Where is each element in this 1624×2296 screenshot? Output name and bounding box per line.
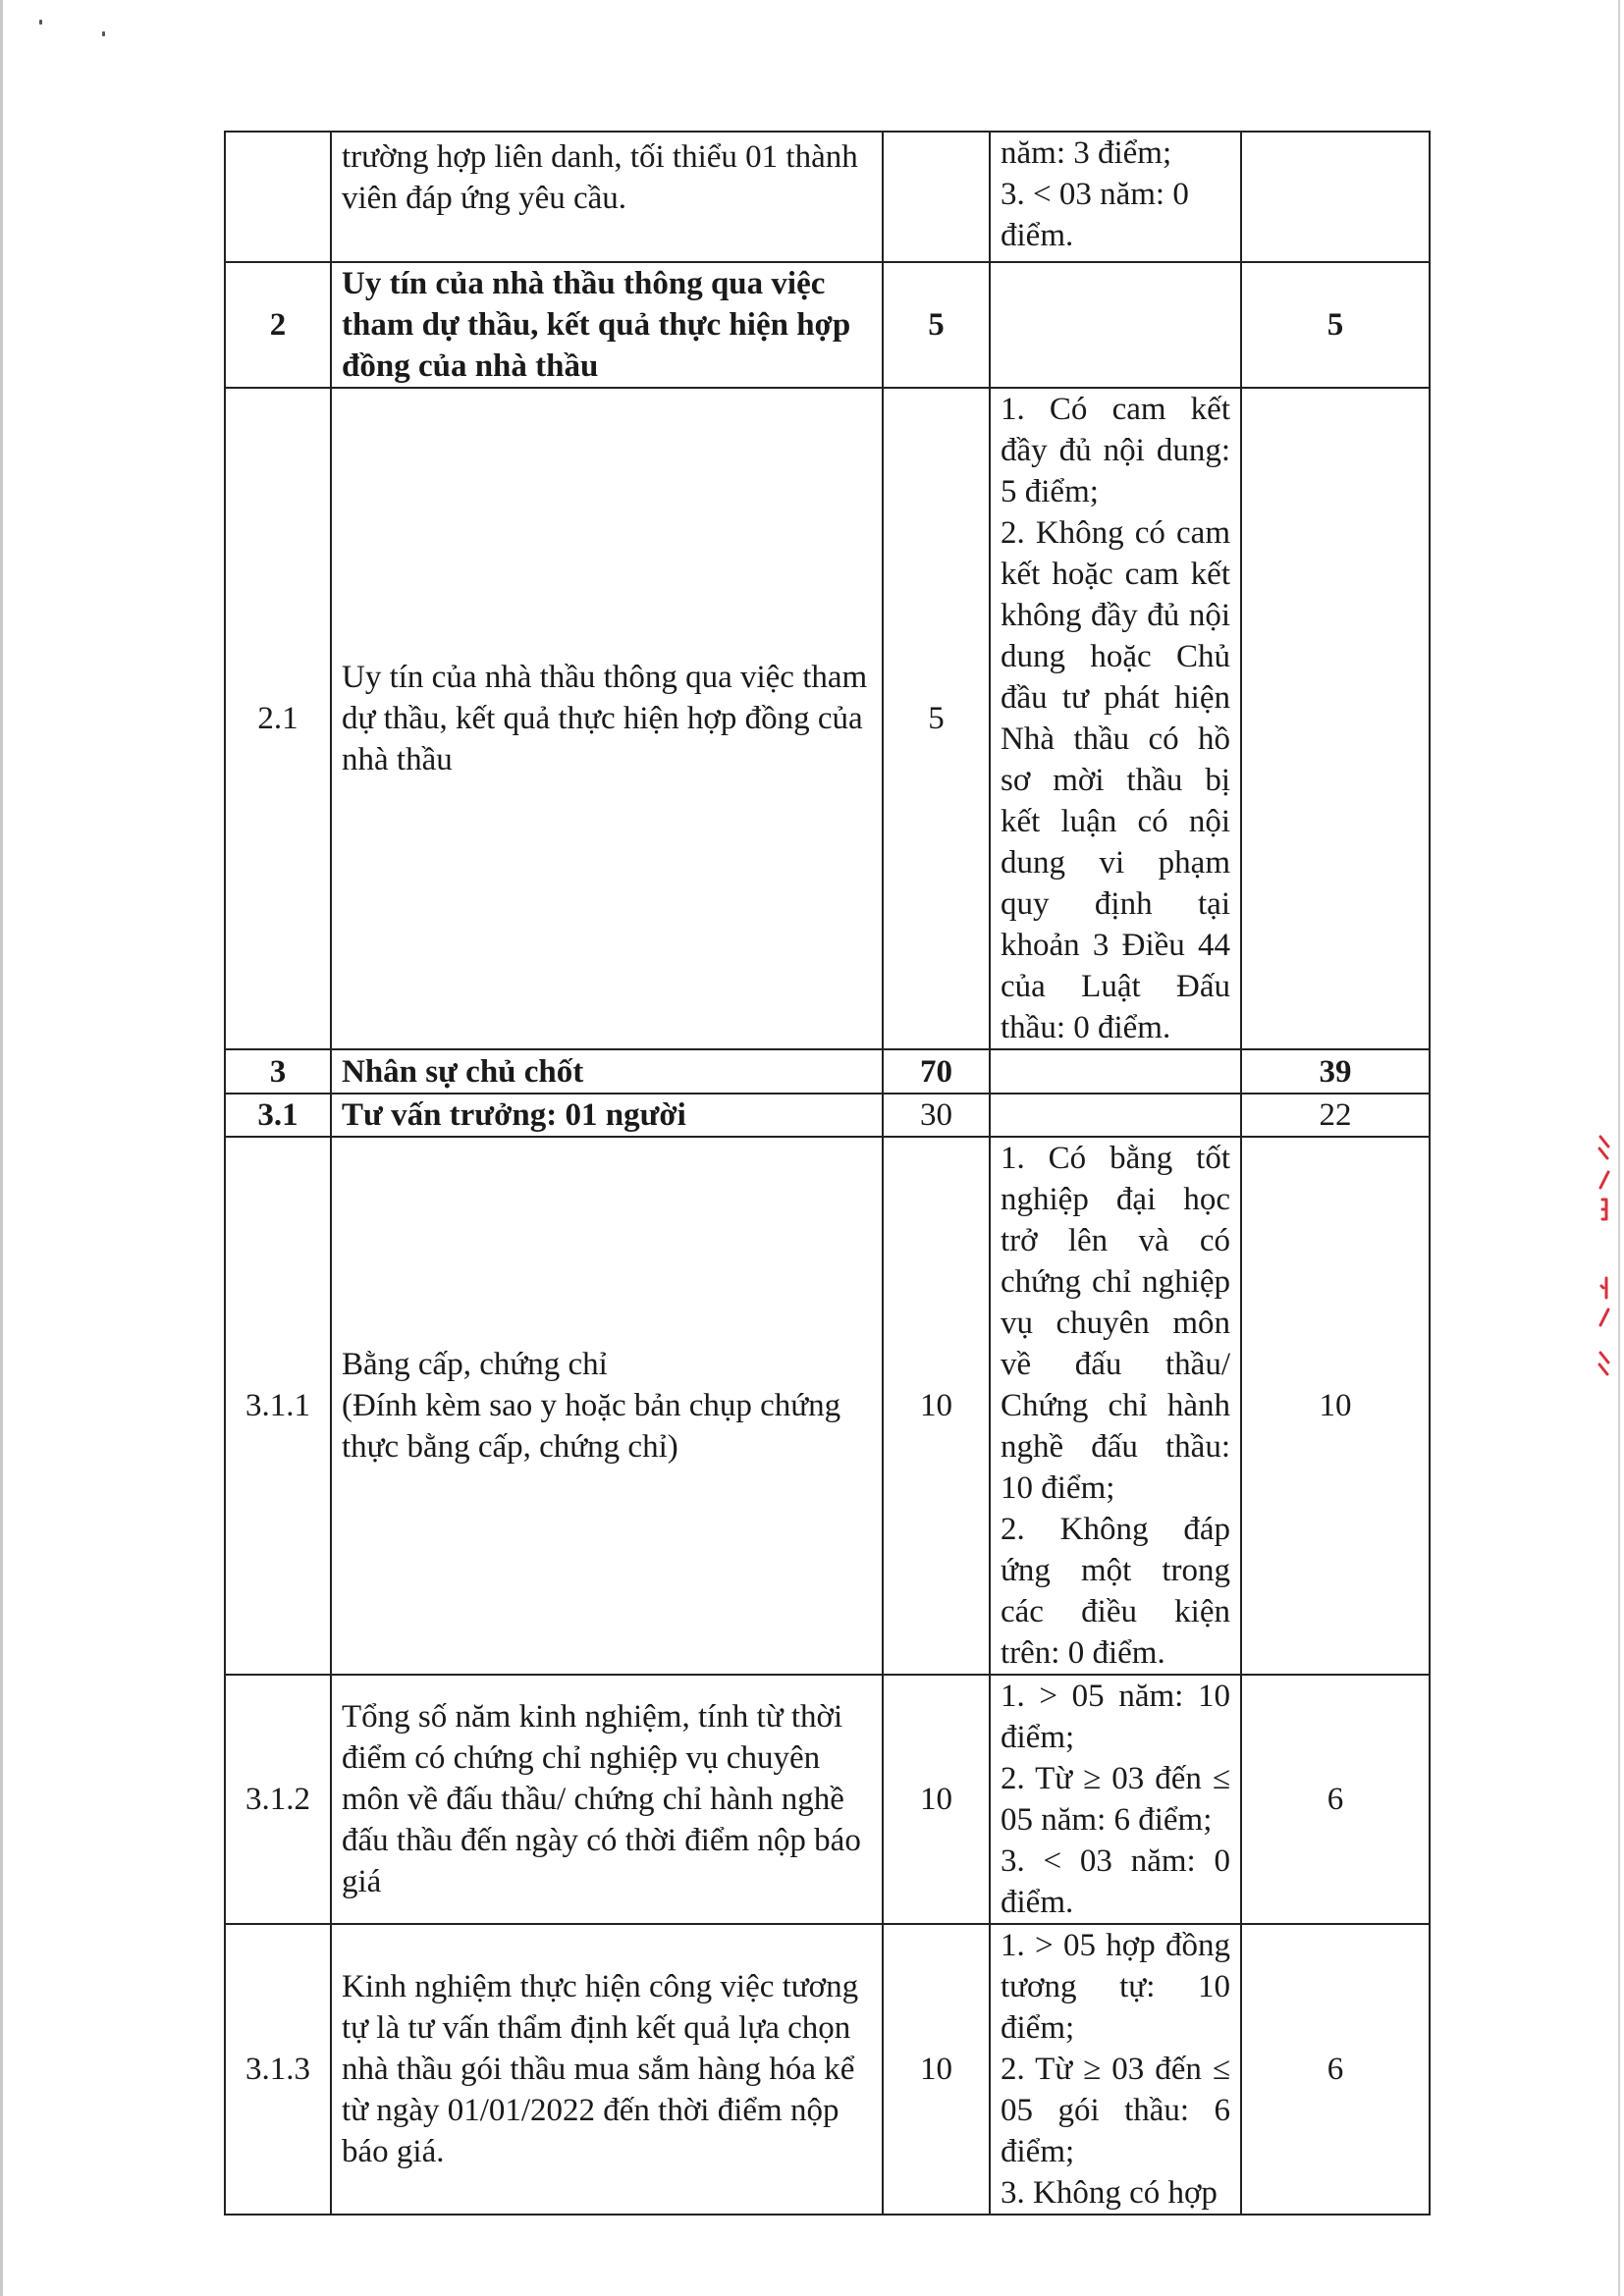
score: 39 bbox=[1241, 1049, 1430, 1094]
score bbox=[1241, 388, 1430, 1049]
max-points: 5 bbox=[883, 262, 990, 388]
max-points: 10 bbox=[883, 1137, 990, 1675]
red-stamp-fragment bbox=[1597, 1129, 1612, 1404]
scoring-scale bbox=[990, 132, 1241, 262]
score: 6 bbox=[1241, 1924, 1430, 2215]
scale-item: 2. Không đáp ứng một trong các điều kiện trên: 0 điểm. bbox=[1001, 1512, 1230, 1671]
score: 22 bbox=[1241, 1094, 1430, 1137]
evaluation-criteria-table bbox=[224, 131, 1431, 2216]
row-number: 3.1.2 bbox=[225, 1675, 331, 1924]
criterion-text: Tổng số năm kinh nghiệm, tính từ thời điểm có chứng chỉ nghiệp vụ chuyên môn về đấu thầu/ chứng chỉ hành nghề đấu thầu đến ngày có thời điểm nộp báo giá bbox=[331, 1675, 883, 1924]
criterion-text: Kinh nghiệm thực hiện công việc tương tự là tư vấn thẩm định kết quả lựa chọn nhà thầu gói thầu mua sắm hàng hóa kể từ ngày 01/01/2022 đến thời điểm nộp báo giá. bbox=[331, 1924, 883, 2215]
max-points: 30 bbox=[883, 1094, 990, 1137]
scan-speck bbox=[39, 20, 42, 25]
scale-item: 1. Có bằng tốt nghiệp đại học trở lên và có chứng chỉ nghiệp vụ chuyên môn về đấu thầu/ Chứng chỉ hành nghề đấu thầu: 10 điểm; bbox=[1001, 1141, 1230, 1506]
criterion-line: (Đính kèm sao y hoặc bản chụp chứng thực bằng cấp, chứng chỉ) bbox=[342, 1388, 841, 1465]
score: 10 bbox=[1241, 1137, 1430, 1675]
scale-item: 3. < 03 năm: 0 điểm. bbox=[1001, 177, 1189, 253]
max-points bbox=[883, 132, 990, 262]
scan-edge-right bbox=[1618, 0, 1620, 2296]
criterion-text: trường hợp liên danh, tối thiểu 01 thành viên đáp ứng yêu cầu. bbox=[331, 132, 883, 262]
score: 5 bbox=[1241, 262, 1430, 388]
criterion-text: Uy tín của nhà thầu thông qua việc tham dự thầu, kết quả thực hiện hợp đồng của nhà thầu bbox=[331, 262, 883, 388]
scale-item: 2. Từ ≥ 03 đến ≤ 05 năm: 6 điểm; bbox=[1001, 1761, 1230, 1838]
row-number: 2 bbox=[225, 262, 331, 388]
row-number bbox=[225, 132, 331, 262]
scale-item: 2. Từ ≥ 03 đến ≤ 05 gói thầu: 6 điểm; bbox=[1001, 2052, 1230, 2169]
scoring-scale bbox=[990, 1924, 1241, 2215]
max-points: 70 bbox=[883, 1049, 990, 1094]
stamp-mark bbox=[1601, 1278, 1606, 1298]
criterion-text: Tư vấn trưởng: 01 người bbox=[331, 1094, 883, 1137]
scale-item: năm: 3 điểm; bbox=[1001, 135, 1172, 171]
criterion-line: Bằng cấp, chứng chỉ bbox=[342, 1347, 608, 1382]
row-number: 3.1 bbox=[225, 1094, 331, 1137]
stamp-mark bbox=[1600, 1172, 1608, 1188]
max-points: 5 bbox=[883, 388, 990, 1049]
stamp-mark bbox=[1599, 1353, 1608, 1374]
stamp-mark bbox=[1600, 1309, 1608, 1325]
criterion-text: Nhân sự chủ chốt bbox=[331, 1049, 883, 1094]
scoring-scale bbox=[990, 262, 1241, 388]
criterion-text: Uy tín của nhà thầu thông qua việc tham dự thầu, kết quả thực hiện hợp đồng của nhà thầu bbox=[331, 388, 883, 1049]
table-row bbox=[225, 1049, 1430, 1094]
table-row bbox=[225, 262, 1430, 388]
row-number: 3 bbox=[225, 1049, 331, 1094]
scoring-scale bbox=[990, 388, 1241, 1049]
score: 6 bbox=[1241, 1675, 1430, 1924]
scan-edge-left bbox=[0, 0, 3, 2296]
stamp-mark bbox=[1602, 1200, 1606, 1219]
scoring-scale bbox=[990, 1675, 1241, 1924]
scan-speck bbox=[102, 31, 105, 36]
row-number: 3.1.3 bbox=[225, 1924, 331, 2215]
stamp-mark bbox=[1599, 1137, 1608, 1158]
scale-item: 1. > 05 năm: 10 điểm; bbox=[1001, 1679, 1230, 1755]
scale-item: 3. < 03 năm: 0 điểm. bbox=[1001, 1843, 1230, 1920]
table-row bbox=[225, 1094, 1430, 1137]
max-points: 10 bbox=[883, 1675, 990, 1924]
scale-item: 3. Không có hợp bbox=[1001, 2175, 1218, 2211]
table-row bbox=[225, 388, 1430, 1049]
criterion-text bbox=[331, 1137, 883, 1675]
scale-item: 1. Có cam kết đầy đủ nội dung: 5 điểm; bbox=[1001, 392, 1230, 509]
row-number: 3.1.1 bbox=[225, 1137, 331, 1675]
table-row bbox=[225, 132, 1430, 262]
row-number: 2.1 bbox=[225, 388, 331, 1049]
score bbox=[1241, 132, 1430, 262]
max-points: 10 bbox=[883, 1924, 990, 2215]
table-row bbox=[225, 1924, 1430, 2215]
scoring-scale bbox=[990, 1094, 1241, 1137]
scoring-scale bbox=[990, 1137, 1241, 1675]
scoring-scale bbox=[990, 1049, 1241, 1094]
scale-item: 1. > 05 hợp đồng tương tự: 10 điểm; bbox=[1001, 1928, 1230, 2046]
scale-item: 2. Không có cam kết hoặc cam kết không đầy đủ nội dung hoặc Chủ đầu tư phát hiện Nhà thầu có hồ sơ mời thầu bị kết luận có nội dung vi phạm quy định tại khoản 3 Điều 44 của Luật Đấu thầu: 0 điểm. bbox=[1001, 515, 1230, 1045]
table-row bbox=[225, 1137, 1430, 1675]
table-row bbox=[225, 1675, 1430, 1924]
